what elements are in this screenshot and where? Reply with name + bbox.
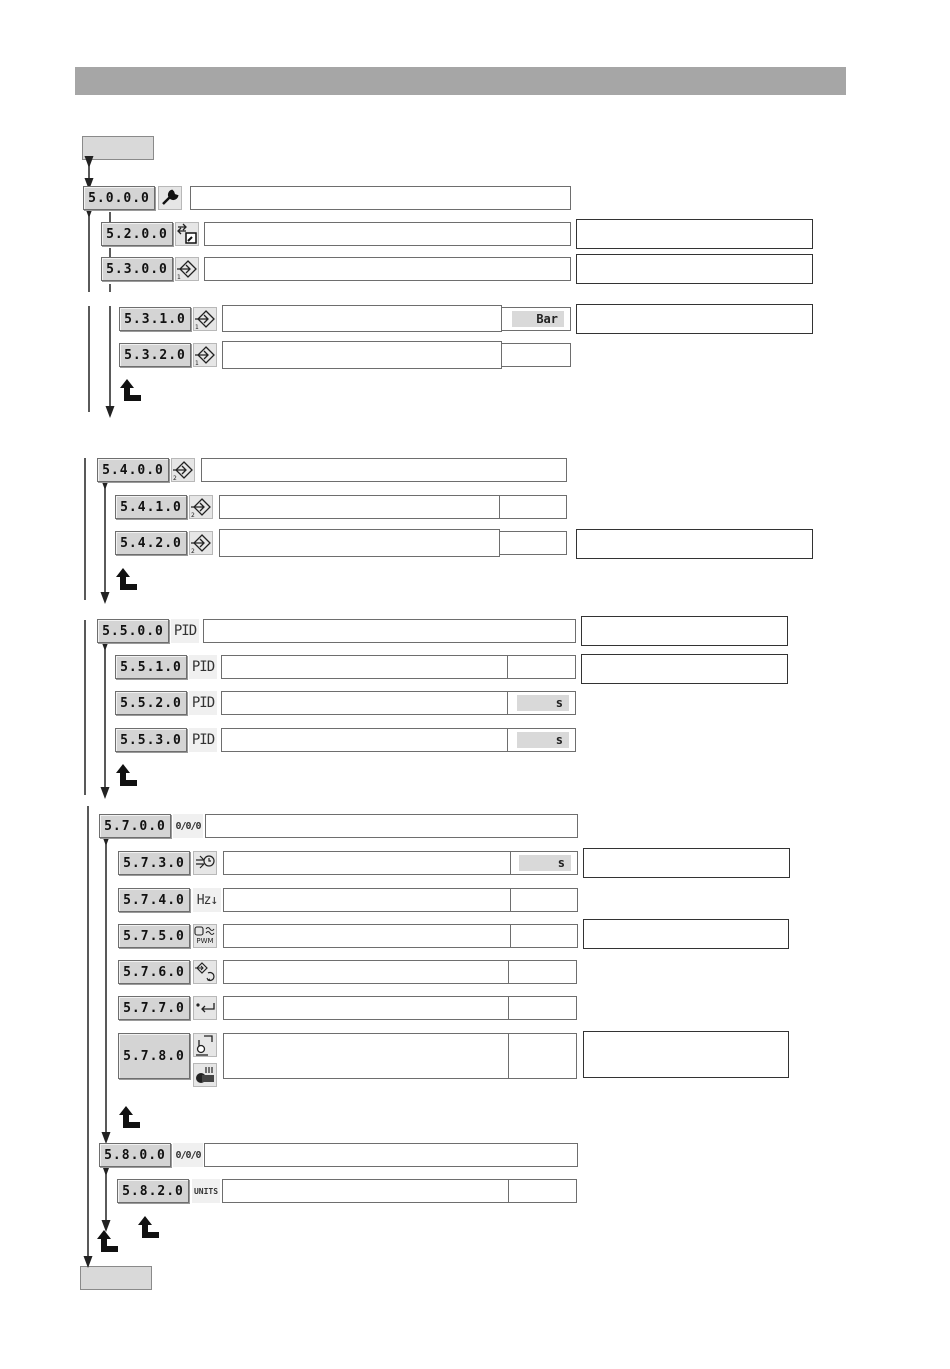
unit-label: s — [519, 855, 571, 871]
units-icon: UNITS — [192, 1179, 220, 1203]
menu-code-5760[interactable]: 5.7.6.0 — [118, 960, 190, 984]
menu-label-field — [219, 529, 500, 557]
sensor-input-2-icon — [189, 495, 213, 519]
menu-code-5200[interactable]: 5.2.0.0 — [101, 222, 173, 246]
menu-code-5770[interactable]: 5.7.7.0 — [118, 996, 190, 1020]
menu-label-field — [190, 186, 571, 210]
menu-label-field — [204, 222, 571, 246]
pump-motor-icon — [193, 1063, 217, 1087]
value-field[interactable] — [511, 851, 578, 875]
menu-code-5400[interactable]: 5.4.0.0 — [97, 458, 169, 482]
menu-code-5410[interactable]: 5.4.1.0 — [115, 495, 187, 519]
setting-transfer-icon — [175, 222, 199, 246]
svg-text:2: 2 — [191, 512, 195, 518]
note-box — [581, 654, 788, 684]
sensor-input-1-icon — [175, 257, 199, 281]
svg-text:2: 2 — [173, 475, 177, 481]
menu-code-5530[interactable]: 5.5.3.0 — [115, 728, 187, 752]
value-field[interactable] — [509, 960, 577, 984]
ramp-timer-icon — [193, 851, 217, 875]
menu-label-field — [223, 1033, 509, 1079]
menu-label-field — [221, 691, 508, 715]
sensor-input-2-icon — [189, 531, 213, 555]
menu-label-field — [204, 1143, 578, 1167]
menu-code-5800[interactable]: 5.8.0.0 — [99, 1143, 171, 1167]
menu-label-field — [223, 924, 511, 948]
unit-label: s — [517, 695, 569, 711]
menu-code-5510[interactable]: 5.5.1.0 — [115, 655, 187, 679]
value-field[interactable] — [511, 924, 578, 948]
menu-code-5520[interactable]: 5.5.2.0 — [115, 691, 187, 715]
pid-d-icon: PID — [189, 728, 217, 752]
wrench-icon — [158, 186, 182, 210]
return-arrow-icon — [193, 996, 217, 1020]
menu-code-5730[interactable]: 5.7.3.0 — [118, 851, 190, 875]
pwm-label: PWM — [196, 937, 214, 945]
value-field[interactable] — [502, 343, 571, 367]
value-field[interactable] — [509, 996, 577, 1020]
back-arrow-icon[interactable] — [115, 762, 139, 788]
menu-label-field — [201, 458, 567, 482]
menu-code-5700[interactable]: 5.7.0.0 — [99, 814, 171, 838]
svg-text:1: 1 — [195, 324, 199, 330]
menu-label-field — [203, 619, 576, 643]
back-arrow-icon[interactable] — [118, 1104, 142, 1130]
sensor-input-1-icon — [193, 307, 217, 331]
value-field[interactable] — [508, 691, 576, 715]
menu-code-5500[interactable]: 5.5.0.0 — [97, 619, 169, 643]
other-settings-2-icon: 0/0/0 — [173, 1143, 203, 1167]
menu-code-5740[interactable]: 5.7.4.0 — [118, 888, 190, 912]
unit-label: Bar — [512, 311, 564, 327]
menu-label-field — [223, 960, 509, 984]
value-field[interactable] — [500, 495, 567, 519]
value-field[interactable] — [511, 888, 578, 912]
menu-label-field — [223, 888, 511, 912]
sensor-rotate-icon — [193, 960, 217, 984]
value-field[interactable] — [508, 655, 576, 679]
menu-label-field — [205, 814, 578, 838]
note-box — [583, 848, 790, 878]
down-arrow-icon: ↓ — [210, 892, 218, 908]
back-arrow-icon[interactable] — [96, 1228, 120, 1254]
menu-label-field — [219, 495, 500, 519]
note-box — [576, 219, 813, 249]
value-field[interactable] — [509, 1179, 577, 1203]
pid-p-icon: PID — [189, 655, 217, 679]
note-box — [581, 616, 788, 646]
menu-code-5750[interactable]: 5.7.5.0 — [118, 924, 190, 948]
back-arrow-icon[interactable] — [115, 566, 139, 592]
hz-label: Hz — [196, 892, 211, 908]
back-arrow-icon[interactable] — [137, 1214, 161, 1240]
value-field[interactable] — [509, 1033, 577, 1079]
note-box — [576, 529, 813, 559]
note-box — [583, 919, 789, 949]
pid-icon: PID — [171, 619, 199, 643]
menu-code-5780[interactable]: 5.7.8.0 — [118, 1033, 190, 1079]
pid-i-icon: PID — [189, 691, 217, 715]
svg-text:1: 1 — [177, 274, 181, 280]
menu-label-field — [221, 655, 508, 679]
menu-code-5300[interactable]: 5.3.0.0 — [101, 257, 173, 281]
svg-text:2: 2 — [191, 548, 195, 554]
menu-label-field — [223, 851, 511, 875]
menu-code-5320[interactable]: 5.3.2.0 — [119, 343, 191, 367]
svg-text:1: 1 — [195, 360, 199, 366]
note-box — [583, 1031, 789, 1078]
pwm-icon — [193, 924, 217, 948]
note-box — [576, 304, 813, 334]
note-box — [576, 254, 813, 284]
menu-code-5820[interactable]: 5.8.2.0 — [117, 1179, 189, 1203]
sensor-input-1-icon — [193, 343, 217, 367]
menu-label-field — [222, 341, 502, 369]
value-field[interactable] — [508, 728, 576, 752]
unit-label: s — [517, 732, 569, 748]
menu-label-field — [222, 305, 502, 332]
back-arrow-icon[interactable] — [119, 377, 143, 403]
menu-label-field — [204, 257, 571, 281]
menu-code-5420[interactable]: 5.4.2.0 — [115, 531, 187, 555]
menu-label-field — [223, 996, 509, 1020]
value-field[interactable] — [502, 307, 571, 331]
value-field[interactable] — [500, 531, 567, 555]
menu-label-field — [222, 1179, 509, 1203]
menu-label-field — [221, 728, 508, 752]
hz-down-icon — [193, 888, 221, 912]
other-settings-1-icon: 0/0/0 — [173, 814, 203, 838]
sensor-input-2-icon — [171, 458, 195, 482]
pump-icon — [193, 1033, 217, 1057]
menu-code-5000[interactable]: 5.0.0.0 — [83, 186, 155, 210]
menu-code-5310[interactable]: 5.3.1.0 — [119, 307, 191, 331]
